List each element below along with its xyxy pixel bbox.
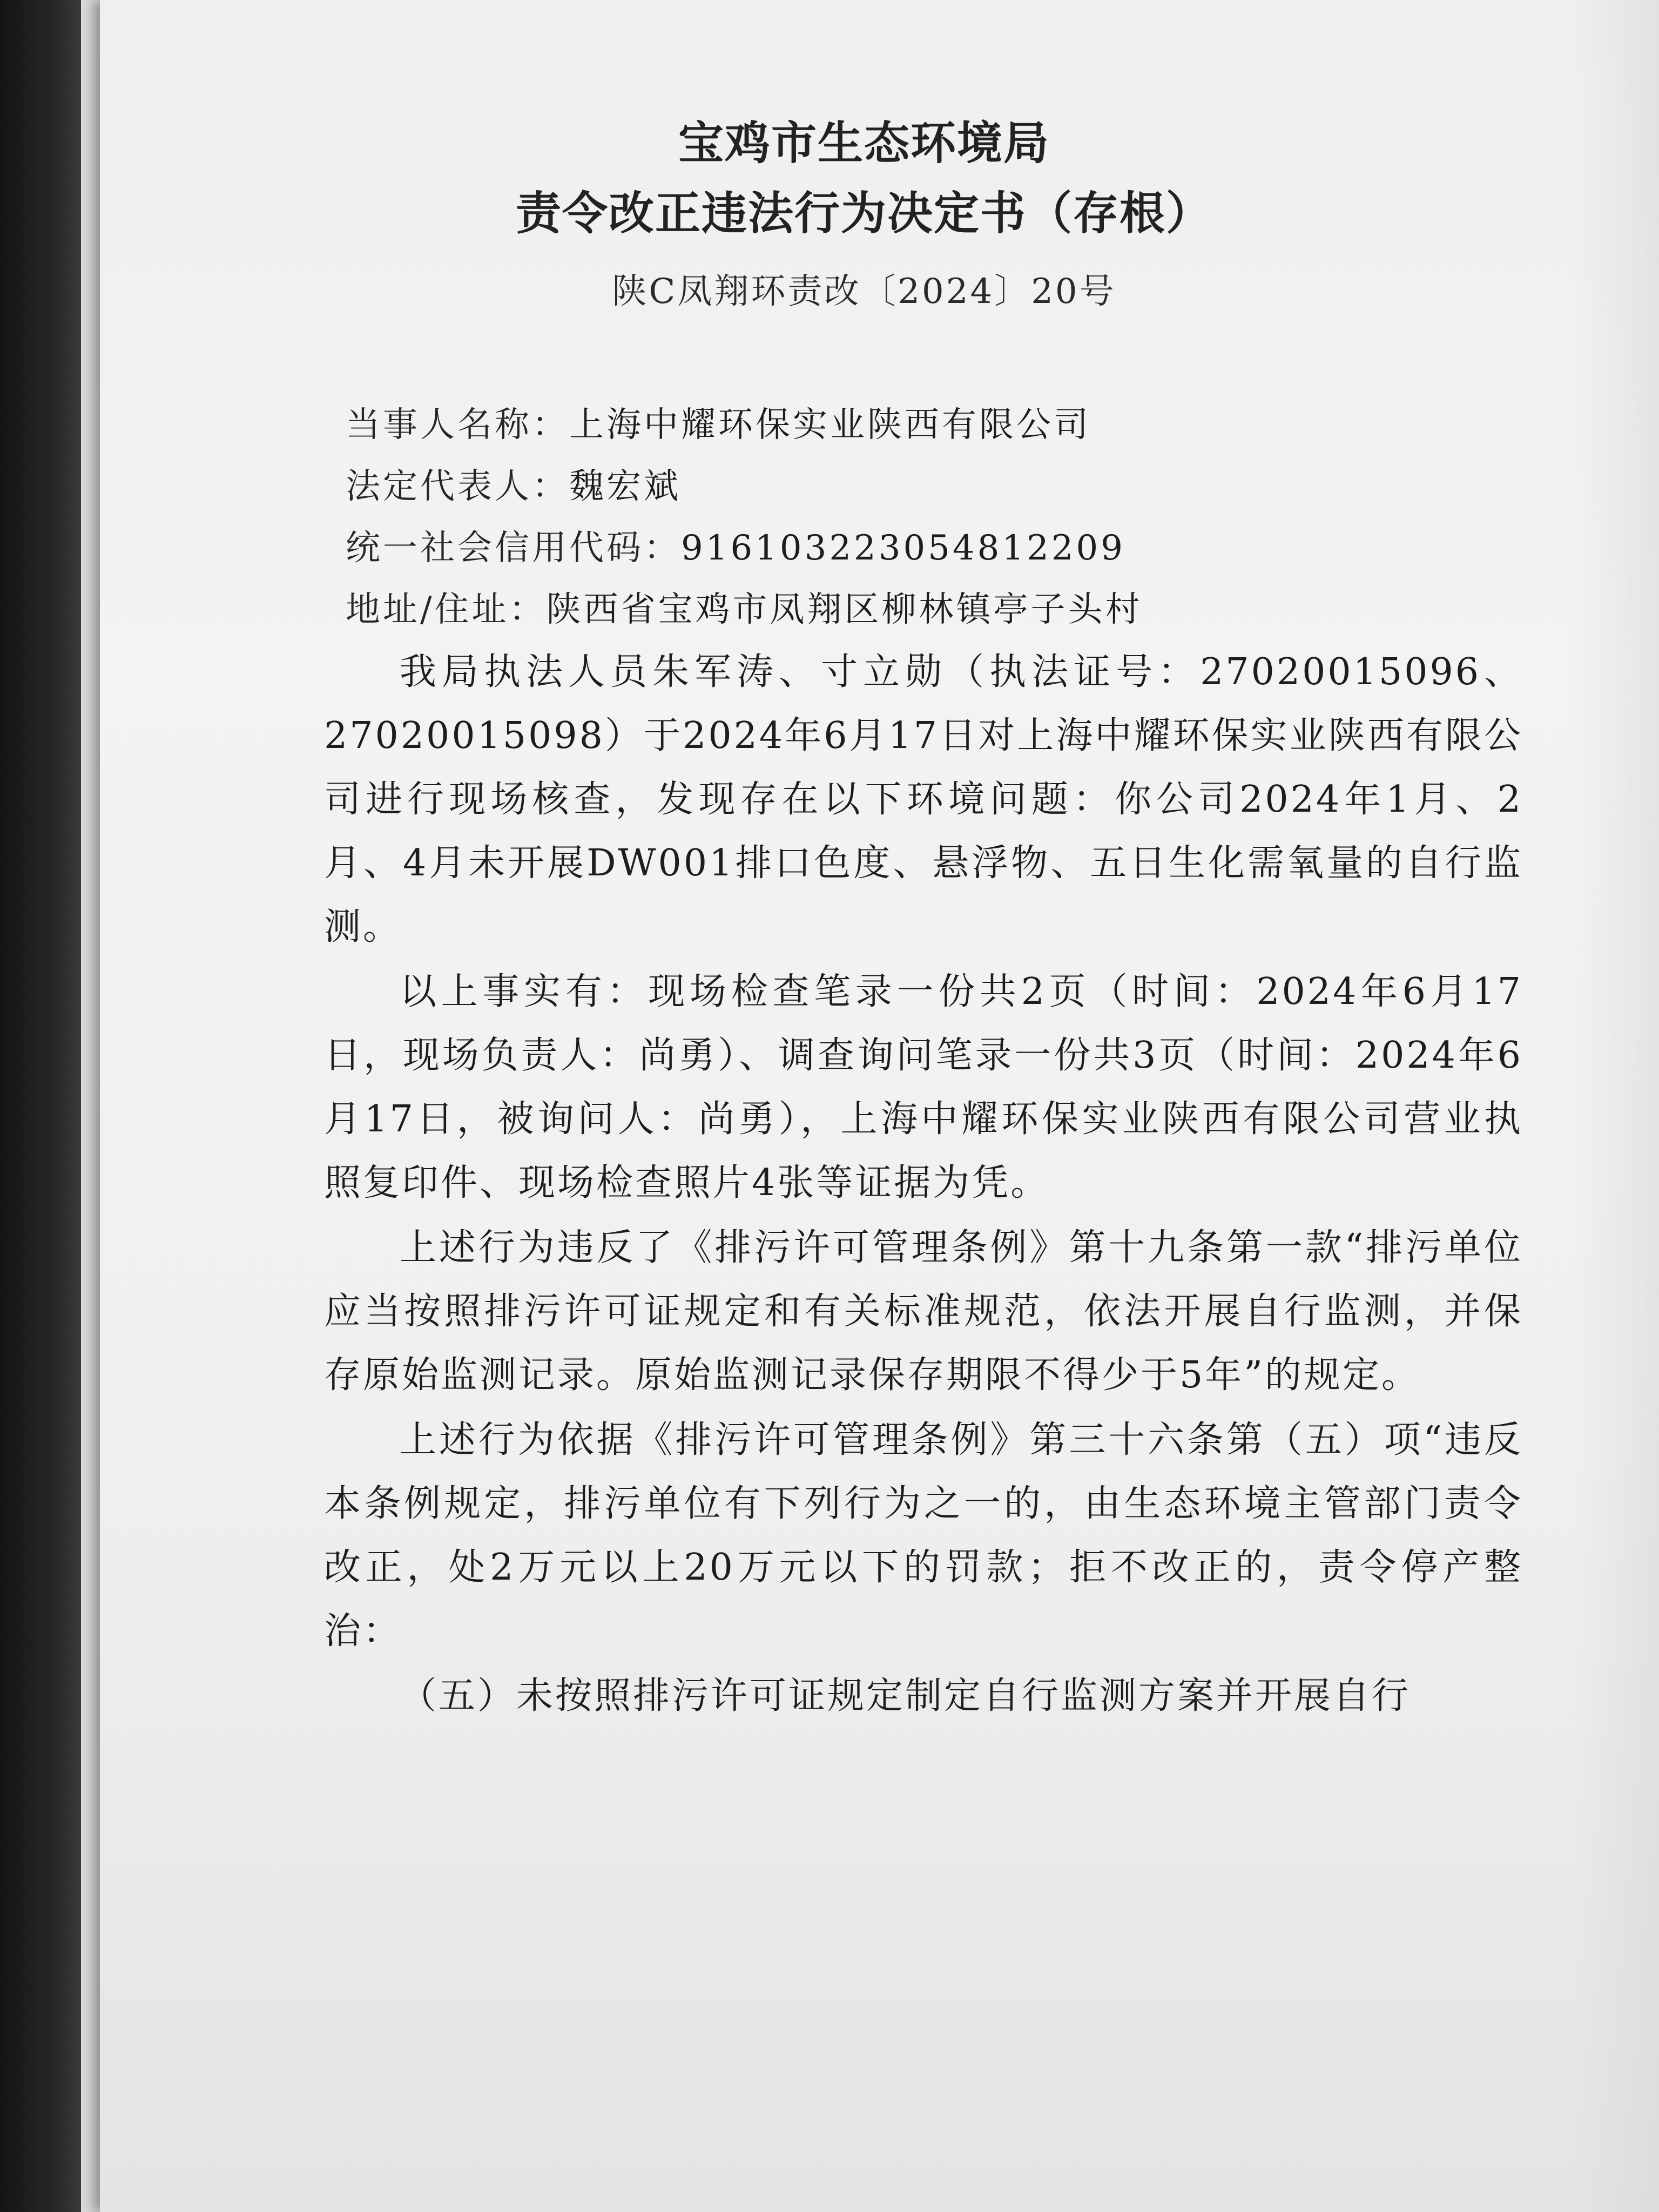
document-number: 陕C凤翔环责改〔2024〕20号 (612, 272, 1116, 312)
credit-code-label: 统一社会信用代码： (346, 528, 681, 568)
paragraph-legal-basis: 上述行为依据《排污许可管理条例》第三十六条第（五）项“违反本条例规定，排污单位有下列行为之一的，由生态环境主管部门责令改正，处2万元以上20万元以下的罚款；拒不改正的，责令停产整治： (324, 1419, 1523, 1653)
address-line (346, 579, 1512, 640)
party-name-line (346, 394, 1512, 456)
paragraph-findings: 我局执法人员朱军涛、寸立勋（执法证号：27020015096、27020015098）于2024年6月17日对上海中耀环保实业陕西有限公司进行现场核查，发现存在以下环境问题：你公司2024年1月、2月、4月未开展DW001排口色度、悬浮物、五日生化需氧量的自行监测。 (324, 651, 1523, 948)
credit-code-value: 916103223054812209 (681, 528, 1125, 568)
legal-rep-value: 魏宏斌 (569, 467, 681, 507)
document-title: 责令改正违法行为决定书（存根） (515, 187, 1212, 240)
document-body (216, 640, 1523, 1728)
agency-name: 宝鸡市生态环境局 (678, 117, 1050, 170)
paragraph-evidence: 以上事实有：现场检查笔录一份共2页（时间：2024年6月17日，现场负责人：尚勇）、调查询问笔录一份共3页（时间：2024年6月17日，被询问人：尚勇），上海中耀环保实业陕西有限公司营业执照复印件、现场检查照片4张等证据为凭。 (324, 970, 1523, 1204)
legal-rep-line (346, 456, 1512, 517)
credit-code-line (346, 517, 1512, 579)
party-name-label: 当事人名称： (346, 405, 569, 445)
party-info (216, 394, 1512, 640)
paragraph-violation: 上述行为违反了《排污许可管理条例》第十九条第一款“排污单位应当按照排污许可证规定和有关标准规范，依法开展自行监测，并保存原始监测记录。原始监测记录保存期限不得少于5年”的规定。 (324, 1226, 1523, 1397)
paragraph-item-five: （五）未按照排污许可证规定制定自行监测方案并开展自行 (400, 1675, 1411, 1717)
address-label: 地址/住址： (346, 590, 547, 630)
document-content (216, 108, 1523, 1729)
party-name-value: 上海中耀环保实业陕西有限公司 (569, 405, 1091, 445)
legal-rep-label: 法定代表人： (346, 467, 569, 507)
address-value: 陕西省宝鸡市凤翔区柳林镇亭子头村 (546, 590, 1143, 630)
